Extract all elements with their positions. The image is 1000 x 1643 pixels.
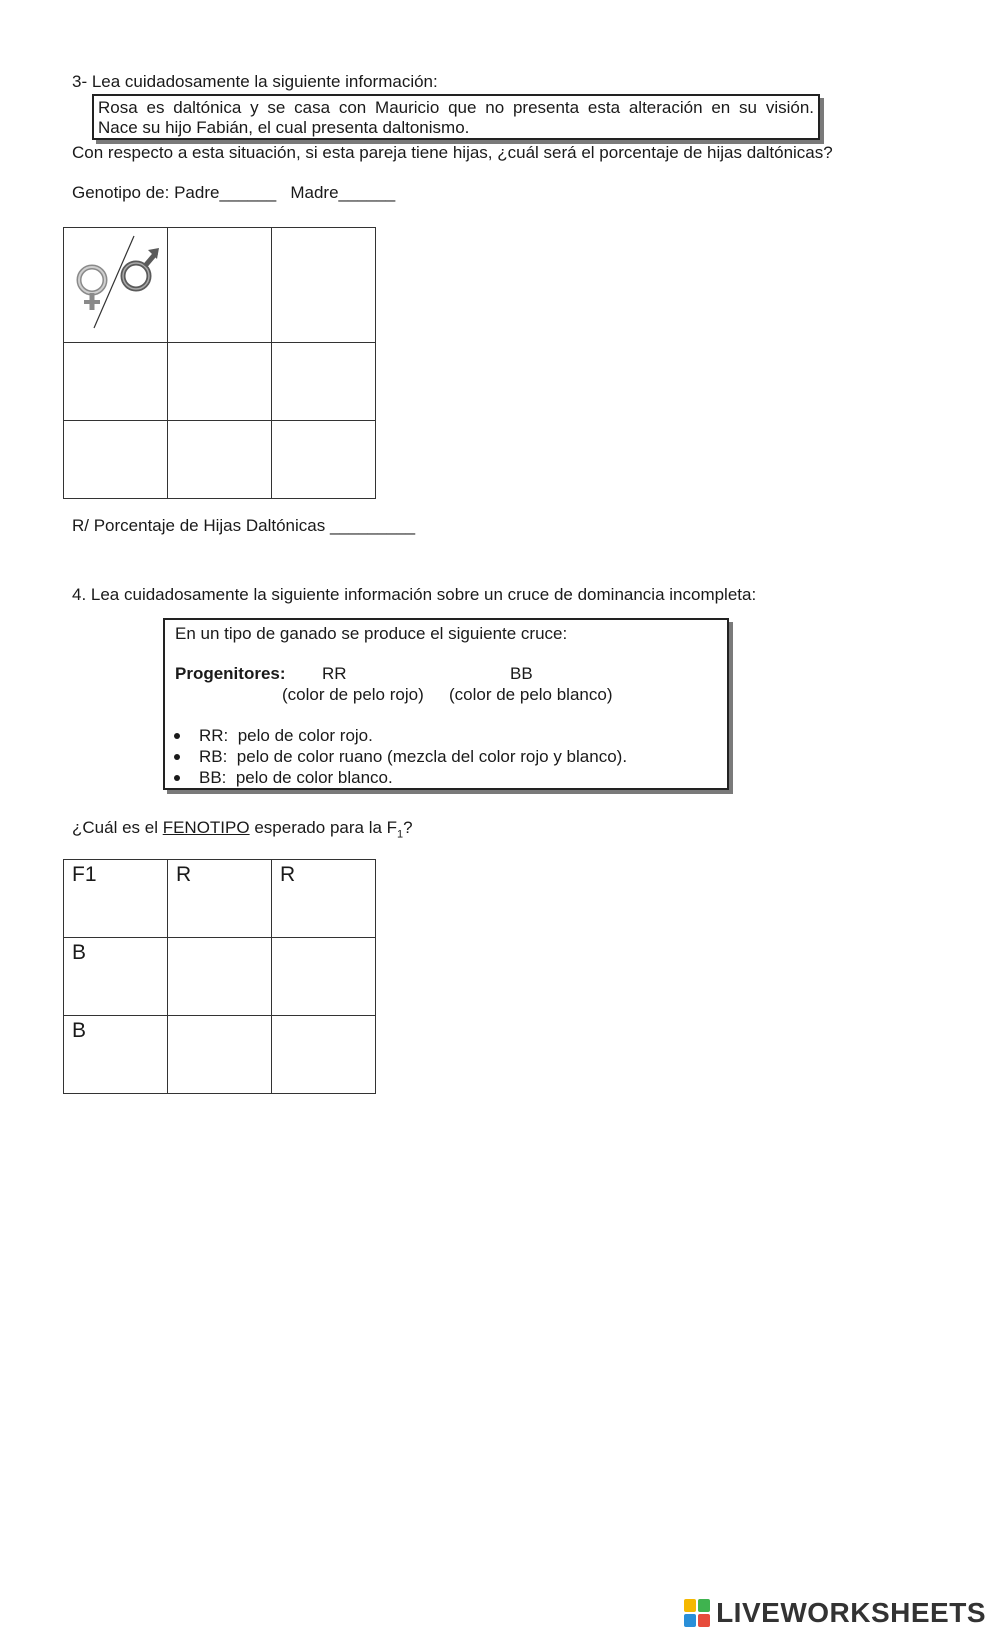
logo-square — [698, 1614, 710, 1627]
q3-grid-cell[interactable] — [272, 343, 376, 421]
q3-info-line2: Nace su hijo Fabián, el cual presenta daltonismo. — [98, 118, 470, 137]
grid-corner-label: F1 — [72, 863, 97, 886]
logo-square — [698, 1599, 710, 1612]
q3-info-line1: Rosa es daltónica y se casa con Mauricio que no presenta esta alteración en su visión. — [98, 98, 814, 117]
sex-symbols-icon — [64, 228, 168, 343]
row-header-label: B — [72, 941, 87, 964]
parent1-genotype: RR — [322, 664, 347, 683]
q3-heading: 3- Lea cuidadosamente la siguiente información: — [72, 72, 438, 91]
logo-square — [684, 1614, 696, 1627]
q4-grid-row-header — [64, 1016, 168, 1094]
bullet-dot — [174, 733, 180, 739]
q4-punnett-grid — [63, 859, 376, 1094]
male-symbol-icon — [123, 248, 159, 289]
q4-grid-col-header — [272, 860, 376, 938]
q3-question: Con respecto a esta situación, si esta pareja tiene hijas, ¿cuál será el porcentaje de hijas daltónicas? — [72, 143, 833, 162]
logo-mark-icon — [684, 1599, 710, 1627]
q3-grid-cell[interactable] — [168, 228, 272, 343]
parent1-description: (color de pelo rojo) — [282, 685, 424, 704]
progenitores-label: Progenitores: — [175, 664, 286, 683]
col-header-label: R — [280, 863, 296, 886]
q3-answer-label: R/ Porcentaje de Hijas Daltónicas _________ — [72, 516, 416, 535]
q3-punnett-grid — [63, 227, 376, 499]
q3-info-box — [92, 94, 820, 140]
q3-genotype-label: Genotipo de: Padre______ Madre______ — [72, 183, 396, 202]
q4-grid-col-header — [168, 860, 272, 938]
bullet-dot — [174, 754, 180, 760]
q4-grid-cell[interactable] — [168, 938, 272, 1016]
q4-grid-cell[interactable] — [272, 1016, 376, 1094]
q4-heading: 4. Lea cuidadosamente la siguiente información sobre un cruce de dominancia incompleta: — [72, 585, 757, 604]
parent2-description: (color de pelo blanco) — [449, 685, 613, 704]
row-header-label: B — [72, 1019, 87, 1042]
bullet-rb: RB: pelo de color ruano (mezcla del color rojo y blanco). — [199, 747, 628, 766]
liveworksheets-logo — [684, 1597, 986, 1629]
q4-info-box — [163, 618, 729, 790]
q4-question-underlined: FENOTIPO — [162, 818, 250, 837]
q4-question — [72, 818, 413, 844]
q4-question-pre: ¿Cuál es el — [72, 818, 163, 837]
q4-grid-cell[interactable] — [168, 1016, 272, 1094]
female-symbol-icon — [79, 267, 105, 310]
q3-grid-cell[interactable] — [272, 421, 376, 499]
q4-question-mid: esperado para la F — [249, 818, 398, 837]
q3-grid-cell[interactable] — [168, 343, 272, 421]
q4-grid-cell[interactable] — [272, 938, 376, 1016]
bullet-rr: RR: pelo de color rojo. — [199, 726, 373, 745]
logo-square — [684, 1599, 696, 1612]
q3-grid-cell[interactable] — [168, 421, 272, 499]
q4-question-sub: 1 — [397, 828, 404, 841]
bullet-bb: BB: pelo de color blanco. — [199, 768, 393, 787]
logo-text: LIVEWORKSHEETS — [716, 1597, 986, 1628]
q4-grid-row-header — [64, 938, 168, 1016]
q4-question-post: ? — [403, 818, 413, 837]
q3-grid-cell[interactable] — [64, 421, 168, 499]
q3-grid-corner — [64, 228, 168, 343]
col-header-label: R — [176, 863, 192, 886]
bullet-dot — [174, 775, 180, 781]
q3-grid-cell[interactable] — [64, 343, 168, 421]
q4-grid-corner — [64, 860, 168, 938]
parent2-genotype: BB — [510, 664, 533, 683]
q4-box-intro: En un tipo de ganado se produce el siguiente cruce: — [175, 624, 568, 643]
q3-grid-cell[interactable] — [272, 228, 376, 343]
